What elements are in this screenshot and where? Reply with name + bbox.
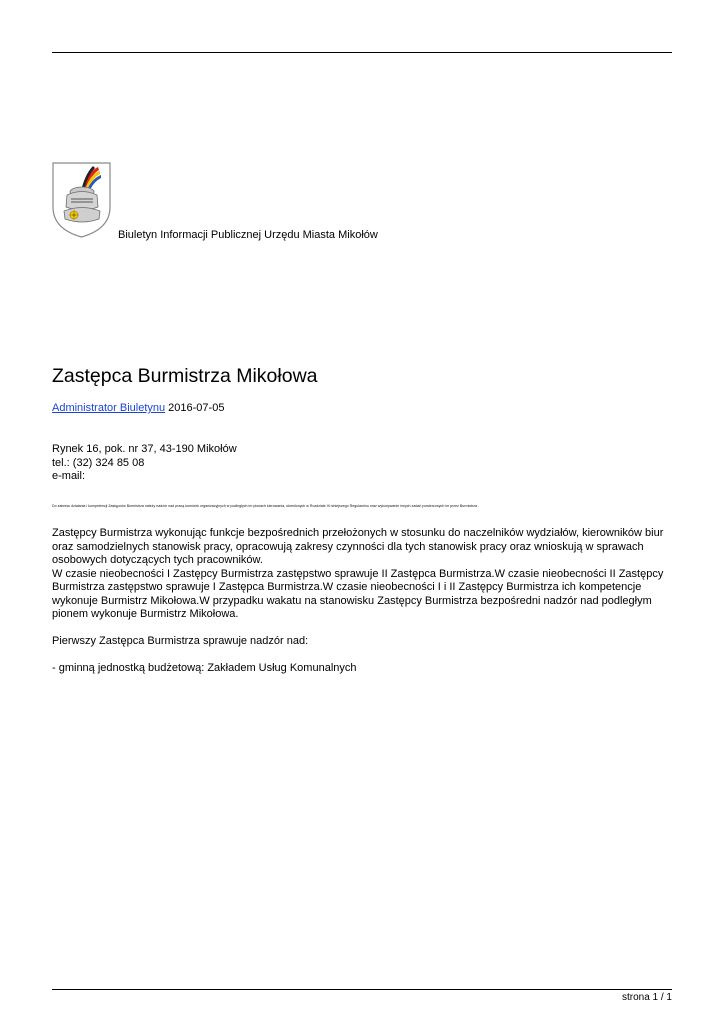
article-body bbox=[52, 527, 672, 676]
page-number: strona 1 / 1 bbox=[621, 992, 672, 1003]
contact-block bbox=[52, 443, 237, 484]
phone-line: tel.: (32) 324 85 08 bbox=[52, 456, 145, 469]
page-title: Zastępca Burmistrza Mikołowa bbox=[52, 365, 318, 387]
bottom-rule bbox=[52, 989, 672, 990]
publish-date: 2016-07-05 bbox=[168, 402, 225, 414]
top-rule bbox=[52, 52, 672, 53]
paragraph: W czasie nieobecności I Zastępcy Burmistrza zastępstwo sprawuje II Zastępca Burmistrza.W czasie nieobecności II Zastępcy Burmistrza zastępstwo sprawuje I Zastępca Burmistrza.W czasie nieobecności I i II Zastępcy Burmistrza ich kompetencje wykonuje Burmistrz Mikołowa.W przypadku wakatu na stanowisku Zastępcy Burmistrza bezpośredni nadzór nad podległym pionem wykonuje Burmistrz Mikołowa. bbox=[52, 567, 664, 620]
scope-note: Do zakresu działania i kompetencji Zastępców Burmistrza należy nadzór nad pracą komórek organizacyjnych w podległych im pionach kierowania, określonych w Rozdziale III niniejszego Regulaminu oraz wykonywanie innych zadań powierzonych im przez Burmistrza . bbox=[52, 504, 480, 508]
paragraph: - gminną jednostką budżetową: Zakładem Usług Komunalnych bbox=[52, 662, 357, 674]
coat-of-arms-icon bbox=[51, 161, 112, 239]
paragraph: Zastępcy Burmistrza wykonując funkcje bezpośrednich przełożonych w stosunku do naczelników wydziałów, kierowników biur oraz samodzielnych stanowisk pracy, opracowują zakresy czynności dla tych stanowisk pracy oraz wnioskują w sprawach osobowych dotyczących tych pracowników. bbox=[52, 527, 664, 566]
article-meta bbox=[52, 402, 224, 414]
paragraph: Pierwszy Zastępca Burmistrza sprawuje nadzór nad: bbox=[52, 635, 309, 647]
address-line: Rynek 16, pok. nr 37, 43-190 Mikołów bbox=[52, 443, 237, 455]
email-line: e-mail: bbox=[52, 470, 86, 482]
header-caption: Biuletyn Informacji Publicznej Urzędu Miasta Mikołów bbox=[118, 229, 378, 241]
author-link[interactable]: Administrator Biuletynu bbox=[52, 402, 166, 414]
